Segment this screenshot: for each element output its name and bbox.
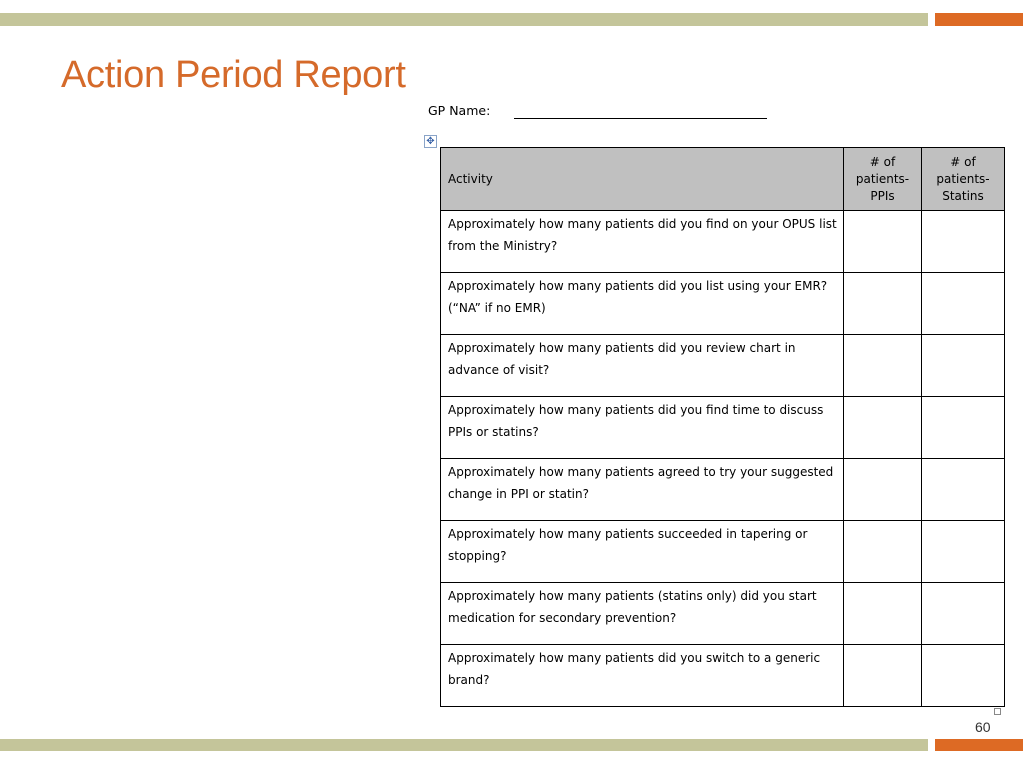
header-ppis-line: PPIs xyxy=(870,188,895,203)
top-orange-bar xyxy=(935,13,1023,26)
ppis-count-cell[interactable] xyxy=(844,211,922,273)
gp-name-label: GP Name: xyxy=(428,103,491,118)
activity-question: Approximately how many patients agreed to try your suggested change in PPI or statin? xyxy=(441,459,844,521)
slide-title: Action Period Report xyxy=(61,54,406,96)
ppis-count-cell[interactable] xyxy=(844,645,922,707)
header-statins-line: patients- xyxy=(936,171,990,186)
top-green-bar xyxy=(0,13,928,26)
gp-name-field[interactable] xyxy=(514,118,767,119)
header-statins-line: Statins xyxy=(942,188,984,203)
table-row xyxy=(441,211,1005,273)
table-row xyxy=(441,273,1005,335)
ppis-count-cell[interactable] xyxy=(844,583,922,645)
bottom-orange-bar xyxy=(935,739,1023,751)
header-ppis xyxy=(844,148,922,211)
ppis-count-cell[interactable] xyxy=(844,397,922,459)
table-row xyxy=(441,645,1005,707)
table-row xyxy=(441,583,1005,645)
activity-question: Approximately how many patients did you switch to a generic brand? xyxy=(441,645,844,707)
statins-count-cell[interactable] xyxy=(922,335,1005,397)
statins-count-cell[interactable] xyxy=(922,459,1005,521)
activity-question: Approximately how many patients did you list using your EMR? (“NA” if no EMR) xyxy=(441,273,844,335)
statins-count-cell[interactable] xyxy=(922,583,1005,645)
table-resize-handle[interactable] xyxy=(994,708,1001,715)
statins-count-cell[interactable] xyxy=(922,645,1005,707)
ppis-count-cell[interactable] xyxy=(844,521,922,583)
table-row xyxy=(441,335,1005,397)
activity-question: Approximately how many patients did you find time to discuss PPIs or statins? xyxy=(441,397,844,459)
statins-count-cell[interactable] xyxy=(922,273,1005,335)
ppis-count-cell[interactable] xyxy=(844,273,922,335)
table-row xyxy=(441,397,1005,459)
bottom-green-bar xyxy=(0,739,928,751)
header-statins xyxy=(922,148,1005,211)
header-ppis-line: patients- xyxy=(855,171,910,186)
header-ppis-line: # of xyxy=(869,154,896,169)
statins-count-cell[interactable] xyxy=(922,211,1005,273)
ppis-count-cell[interactable] xyxy=(844,335,922,397)
statins-count-cell[interactable] xyxy=(922,521,1005,583)
header-activity: Activity xyxy=(441,148,844,211)
activity-table xyxy=(440,147,1005,707)
activity-question: Approximately how many patients (statins only) did you start medication for secondary prevention? xyxy=(441,583,844,645)
ppis-count-cell[interactable] xyxy=(844,459,922,521)
table-row xyxy=(441,459,1005,521)
statins-count-cell[interactable] xyxy=(922,397,1005,459)
activity-question: Approximately how many patients did you review chart in advance of visit? xyxy=(441,335,844,397)
activity-question: Approximately how many patients did you find on your OPUS list from the Ministry? xyxy=(441,211,844,273)
header-statins-line: # of xyxy=(950,154,976,169)
page-number: 60 xyxy=(975,719,991,735)
table-header-row xyxy=(441,148,1005,211)
activity-question: Approximately how many patients succeeded in tapering or stopping? xyxy=(441,521,844,583)
table-row xyxy=(441,521,1005,583)
table-move-handle-icon[interactable]: ✥ xyxy=(424,135,437,148)
